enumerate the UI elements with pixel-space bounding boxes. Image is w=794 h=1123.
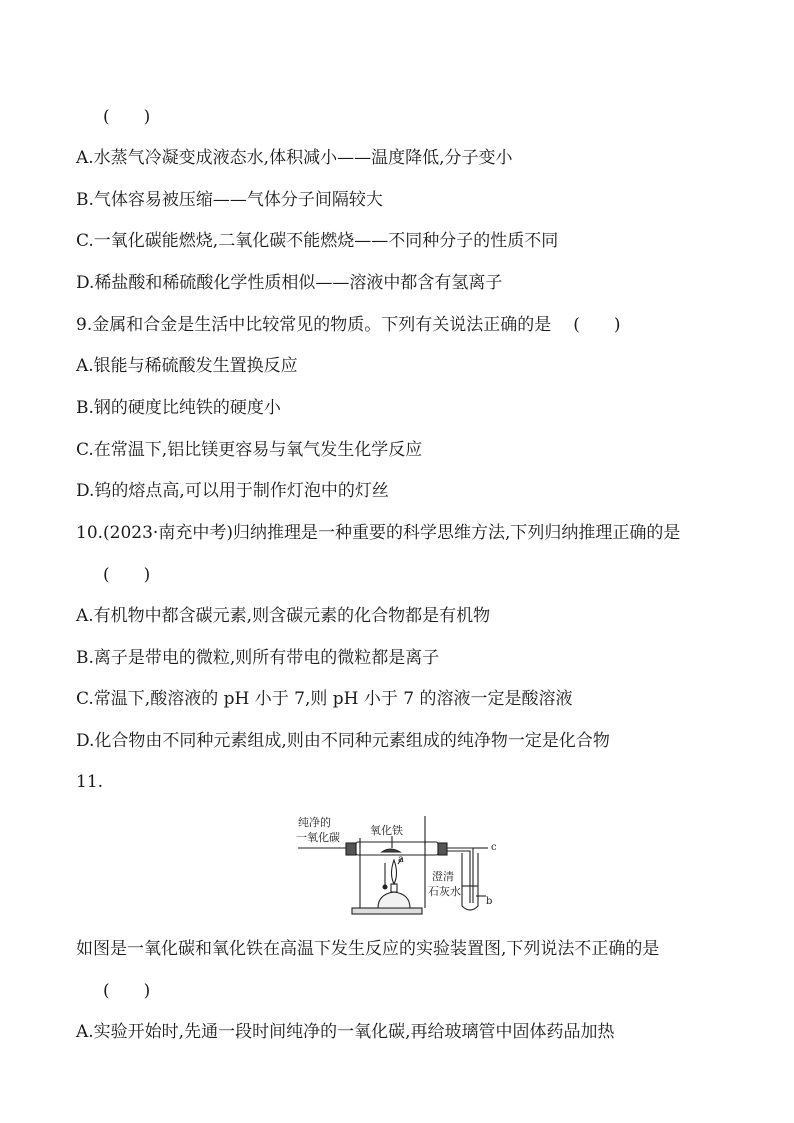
q9-option-b: B.钢的硬度比纯铁的硬度小: [76, 398, 281, 418]
stopper-right: [438, 843, 447, 855]
q8-option-a: A.水蒸气冷凝变成液态水,体积减小——温度降低,分子变小: [76, 148, 513, 168]
q9-stem-text: 9.金属和合金是生活中比较常见的物质。下列有关说法正确的是: [76, 315, 552, 335]
q9-stem: [76, 314, 620, 336]
q9-option-d: D.钨的熔点高,可以用于制作灯泡中的灯丝: [76, 481, 389, 501]
label-co-line1: 纯净的: [298, 816, 331, 829]
iron-oxide-powder: [382, 849, 400, 852]
q10-option-c: C.常温下,酸溶液的 pH 小于 7,则 pH 小于 7 的溶液一定是酸溶液: [76, 689, 573, 709]
label-a: a: [398, 854, 404, 865]
q11-number: 11.: [76, 772, 104, 792]
q8-answer-blank: ( ): [103, 107, 151, 127]
q10-stem: 10.(2023·南充中考)归纳推理是一种重要的科学思维方法,下列归纳推理正确的是: [76, 523, 681, 543]
label-limewater-line1: 澄清: [432, 870, 454, 883]
co-reduction-apparatus-figure: [290, 808, 510, 920]
q10-answer-blank: ( ): [103, 565, 151, 585]
q10-option-d: D.化合物由不同种元素组成,则由不同种元素组成的纯净物一定是化合物: [76, 731, 610, 751]
stopper-left: [346, 843, 356, 855]
stand-base: [352, 908, 422, 914]
label-c: c: [491, 842, 497, 853]
q9-option-c: C.在常温下,铝比镁更容易与氧气发生化学反应: [76, 440, 423, 460]
label-co-line2: 一氧化碳: [296, 831, 340, 844]
glass-tube: [356, 842, 438, 855]
alcohol-lamp: [378, 892, 410, 908]
q8-option-c: C.一氧化碳能燃烧,二氧化碳不能燃烧——不同种分子的性质不同: [76, 231, 559, 251]
q9-option-a: A.银能与稀硫酸发生置换反应: [76, 356, 298, 376]
q9-answer-blank: ( ): [573, 315, 621, 335]
q8-option-b: B.气体容易被压缩——气体分子间隔较大: [76, 190, 383, 210]
q8-option-d: D.稀盐酸和稀硫酸化学性质相似——溶液中都含有氢离子: [76, 273, 503, 293]
label-limewater-line2: 石灰水: [428, 885, 461, 898]
label-iron-oxide: 氧化铁: [370, 824, 403, 837]
flame: [392, 860, 397, 884]
q10-option-a: A.有机物中都含碳元素,则含碳元素的化合物都是有机物: [76, 606, 491, 626]
q11-option-a: A.实验开始时,先通一段时间纯净的一氧化碳,再给玻璃管中固体药品加热: [76, 1022, 615, 1042]
label-b: b: [486, 896, 493, 907]
q10-option-b: B.离子是带电的微粒,则所有带电的微粒都是离子: [76, 648, 440, 668]
q11-stem: 如图是一氧化碳和氧化铁在高温下发生反应的实验装置图,下列说法不正确的是: [76, 939, 660, 959]
q11-answer-blank: ( ): [103, 981, 151, 1001]
